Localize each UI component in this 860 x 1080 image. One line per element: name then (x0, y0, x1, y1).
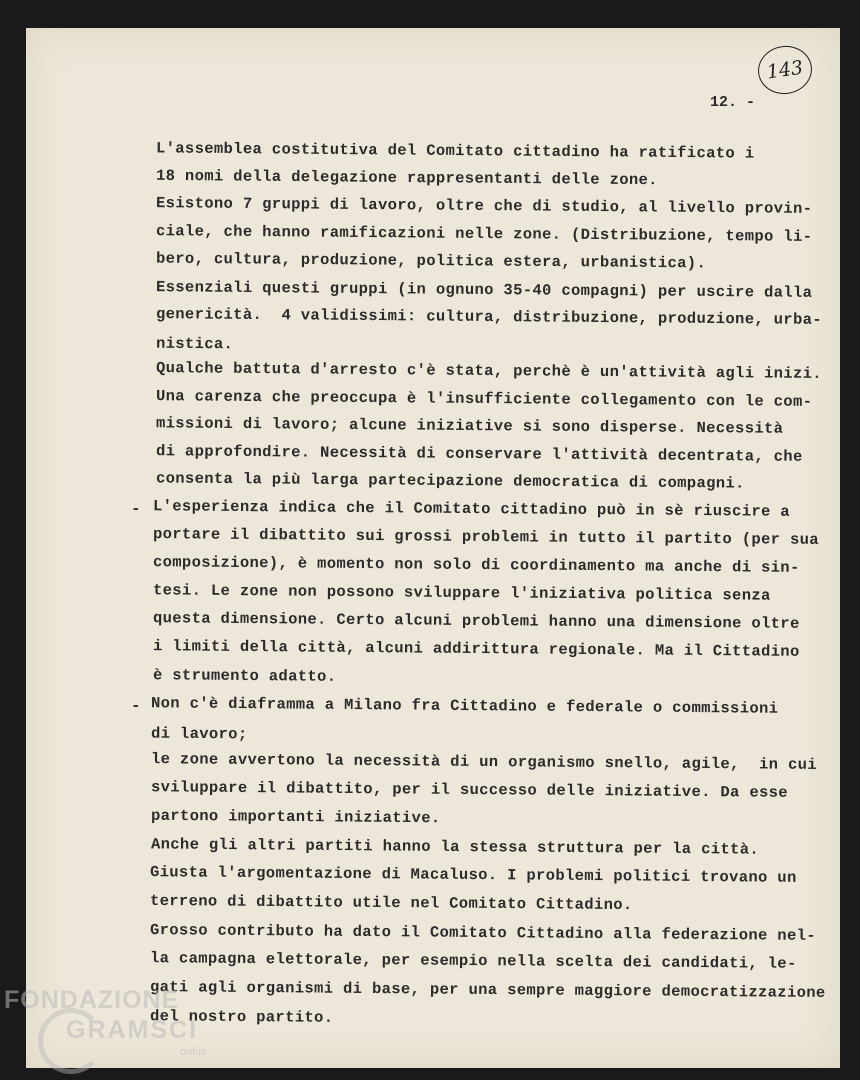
text-line: questa dimensione. Certo alcuni problemi hanno una dimensione oltre (152, 609, 800, 633)
text-line: consenta la più larga partecipazione democratica di compagni. (155, 469, 745, 493)
text-line: sviluppare il dibattito, per il successo delle iniziative. Da esse (150, 778, 789, 802)
text-line: missioni di lavoro; alcune iniziative si sono disperse. Necessità (155, 414, 784, 438)
text-line: Anche gli altri partiti hanno la stessa struttura per la città. (150, 835, 760, 859)
text-line: i limiti della città, alcuni addirittura regionale. Ma il Cittadino (152, 637, 800, 661)
text-line: Una carenza che preoccupa è l'insufficiente collegamento con le com- (155, 387, 813, 411)
archive-number: 143 (765, 56, 805, 84)
watermark-logo (4, 986, 264, 1076)
text-line: genericità. 4 validissimi: cultura, distribuzione, produzione, urba- (155, 305, 823, 329)
watermark-line3: onlus (180, 1046, 207, 1058)
watermark-line1: FONDAZIONE (4, 986, 180, 1014)
text-line: portare il dibattito sui grossi problemi in tutto il partito (per sua (152, 525, 820, 549)
text-line: bero, cultura, produzione, politica estera, urbanistica). (155, 249, 707, 273)
text-line: Qualche battuta d'arresto c'è stata, perchè è un'attività agli inizi. (155, 359, 823, 383)
text-line: partono importanti iniziative. (150, 806, 441, 828)
text-line: gati agli organismi di base, per una sempre maggiore democratizzazione (149, 978, 826, 1002)
text-line: composizione), è momento non solo di coordinamento ma anche di sin- (152, 553, 800, 577)
bullet-dash: - (131, 697, 141, 715)
text-line: di approfondire. Necessità di conservare l'attività decentrata, che (155, 442, 803, 466)
text-line: Grosso contributo ha dato il Comitato Cittadino alla federazione nel- (149, 921, 817, 945)
text-line: Non c'è diaframma a Milano fra Cittadino e federale o commissioni (150, 694, 779, 718)
text-line: Essenziali questi gruppi (in ognuno 35-40 compagni) per uscire dalla (155, 278, 813, 302)
text-line: terreno di dibattito utile nel Comitato Cittadino. (149, 891, 633, 915)
bullet-dash: - (131, 500, 141, 518)
text-line: Giusta l'argomentazione di Macaluso. I problemi politici trovano un (149, 863, 797, 887)
text-line: 18 nomi della delegazione rappresentanti delle zone. (155, 166, 658, 190)
text-line: le zone avvertono la necessità di un organismo snello, agile, in cui (150, 750, 818, 774)
watermark-line2: GRAMSCI (66, 1016, 199, 1044)
text-line: nistica. (155, 334, 234, 354)
text-line: Esistono 7 gruppi di lavoro, oltre che di studio, al livello provin- (155, 194, 813, 218)
text-line: ciale, che hanno ramificazioni nelle zone. (Distribuzione, tempo li- (155, 222, 813, 246)
text-line: L'esperienza indica che il Comitato cittadino può in sè riuscire a (152, 497, 791, 521)
page-number: 12. - (710, 94, 756, 111)
text-line: tesi. Le zone non possono sviluppare l'iniziativa politica senza (152, 581, 771, 605)
text-line: L'assemblea costitutiva del Comitato cittadino ha ratificato i (155, 139, 755, 163)
text-line: del nostro partito. (149, 1007, 334, 1027)
text-line: la campagna elettorale, per esempio nella scelta dei candidati, le- (149, 949, 797, 973)
text-line: è strumento adatto. (152, 666, 337, 686)
text-line: di lavoro; (150, 724, 248, 744)
